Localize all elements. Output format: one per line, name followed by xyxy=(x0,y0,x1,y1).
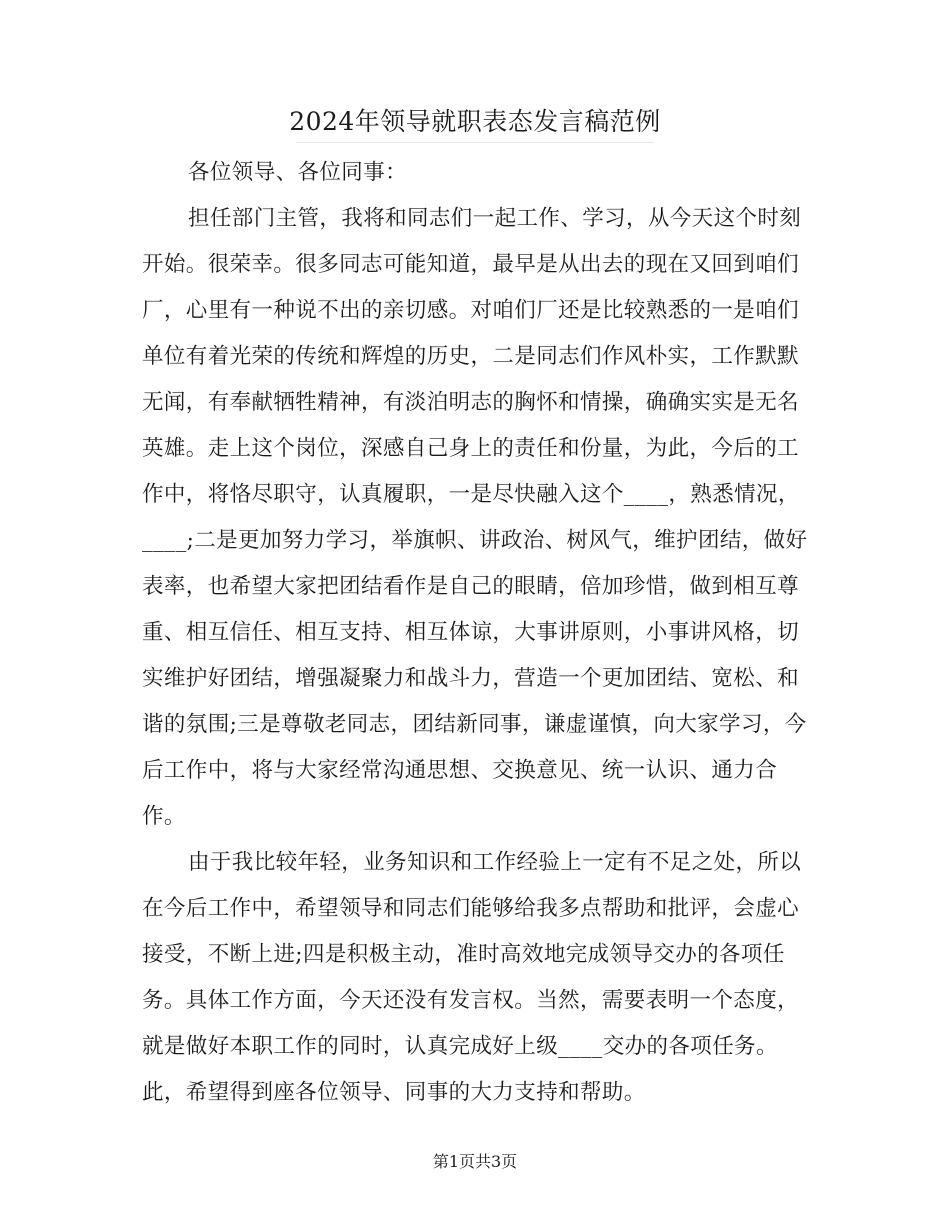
paragraph-line: 由于我比较年轻，业务知识和工作经验上一定有不足之处，所以 xyxy=(188,850,802,875)
paragraph-line: 务。具体工作方面，今天还没有发言权。当然，需要表明一个态度， xyxy=(142,988,800,1013)
paragraph-line: 作中，将恪尽职守，认真履职，一是尽快融入这个____，熟悉情况， xyxy=(142,482,800,507)
paragraph-line: 表率，也希望大家把团结看作是自己的眼睛，倍加珍惜，做到相互尊 xyxy=(142,574,800,599)
paragraph-line: 作。 xyxy=(142,804,186,829)
paragraph-line: 单位有着光荣的传统和辉煌的历史，二是同志们作风朴实，工作默默 xyxy=(142,344,800,369)
paragraph-line: 厂，心里有一种说不出的亲切感。对咱们厂还是比较熟悉的一是咱们 xyxy=(142,298,800,323)
document-title: 2024年领导就职表态发言稿范例 xyxy=(289,107,661,136)
paragraph-line: 此，希望得到座各位领导、同事的大力支持和帮助。 xyxy=(142,1080,646,1105)
paragraph-line: 开始。很荣幸。很多同志可能知道，最早是从出去的现在又回到咱们 xyxy=(142,252,800,277)
title-underline xyxy=(296,142,654,143)
document-body xyxy=(142,150,808,1116)
paragraph-line: 后工作中，将与大家经常沟通思想、交换意见、统一认识、通力合 xyxy=(142,758,778,783)
paragraph-line: 实维护好团结，增强凝聚力和战斗力，营造一个更加团结、宽松、和 xyxy=(142,666,800,691)
paragraph-line: ____;二是更加努力学习，举旗帜、讲政治、树风气，维护团结，做好 xyxy=(142,528,808,553)
page-number: 第1页共3页 xyxy=(432,1152,518,1171)
paragraph-line: 英雄。走上这个岗位，深感自己身上的责任和份量，为此，今后的工 xyxy=(142,436,800,461)
paragraph-line: 担任部门主管，我将和同志们一起工作、学习，从今天这个时刻 xyxy=(188,206,802,231)
paragraph-line: 谐的氛围;三是尊敬老同志，团结新同事，谦虚谨慎，向大家学习，今 xyxy=(142,712,807,737)
paragraph-line: 无闻，有奉献牺牲精神，有淡泊明志的胸怀和情操，确确实实是无名 xyxy=(142,390,800,415)
paragraph-line: 重、相互信任、相互支持、相互体谅，大事讲原则，小事讲风格，切 xyxy=(142,620,800,645)
paragraph-line: 接受，不断上进;四是积极主动，准时高效地完成领导交办的各项任 xyxy=(142,942,785,967)
paragraph-line: 在今后工作中，希望领导和同志们能够给我多点帮助和批评，会虚心 xyxy=(142,896,800,921)
paragraph-line: 就是做好本职工作的同时，认真完成好上级____交办的各项任务。 xyxy=(142,1034,778,1059)
salutation-line: 各位领导、各位同事： xyxy=(188,160,408,185)
